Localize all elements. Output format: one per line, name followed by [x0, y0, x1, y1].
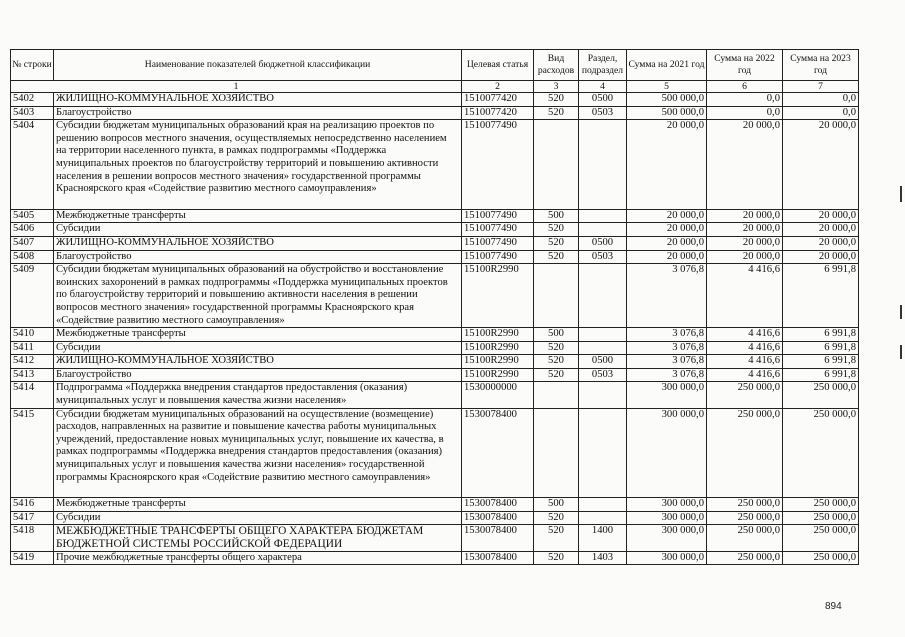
header-vid: Вид расходов: [534, 50, 579, 81]
row-number: 5403: [11, 106, 54, 120]
budget-table: [10, 49, 859, 565]
header-code: Целевая статья: [462, 50, 534, 81]
expense-type: 500: [534, 209, 579, 223]
sum-2021: 3 076,8: [627, 368, 707, 382]
expense-type: 520: [534, 355, 579, 369]
target-article: 15100R2990: [462, 355, 534, 369]
sum-2023: 250 000,0: [783, 382, 859, 408]
section-subsection: 0503: [579, 250, 627, 264]
row-name: Субсидии: [54, 341, 462, 355]
sum-2023: 6 991,8: [783, 264, 859, 328]
table-row: [11, 382, 859, 408]
expense-type: [534, 382, 579, 408]
row-number: 5417: [11, 511, 54, 525]
table-row: [11, 341, 859, 355]
section-subsection: [579, 120, 627, 210]
table-row: [11, 511, 859, 525]
target-article: 1530000000: [462, 382, 534, 408]
expense-type: 520: [534, 511, 579, 525]
table-row: [11, 525, 859, 551]
row-name: Субсидии: [54, 223, 462, 237]
row-number: 5418: [11, 525, 54, 551]
sum-2023: 250 000,0: [783, 498, 859, 512]
header-sum-2021: Сумма на 2021 год: [627, 50, 707, 81]
table-row: [11, 120, 859, 210]
row-name: ЖИЛИЩНО-КОММУНАЛЬНОЕ ХОЗЯЙСТВО: [54, 355, 462, 369]
sum-2022: 0,0: [707, 106, 783, 120]
expense-type: 500: [534, 328, 579, 342]
column-index-row: [11, 81, 859, 93]
sum-2022: 4 416,6: [707, 328, 783, 342]
section-subsection: [579, 511, 627, 525]
section-subsection: [579, 498, 627, 512]
row-number: 5410: [11, 328, 54, 342]
row-name: Подпрограмма «Поддержка внедрения стандартов предоставления (оказания) муниципальных услуг и повышения качества жизни населения»: [54, 382, 462, 408]
row-number: 5409: [11, 264, 54, 328]
row-name: Благоустройство: [54, 106, 462, 120]
table-row: [11, 498, 859, 512]
expense-type: 520: [534, 223, 579, 237]
table-row: [11, 551, 859, 565]
table-row: [11, 264, 859, 328]
section-subsection: 0500: [579, 93, 627, 107]
target-article: 1510077490: [462, 120, 534, 210]
header-sum-2022: Сумма на 2022 год: [707, 50, 783, 81]
target-article: 1530078400: [462, 551, 534, 565]
sum-2023: 20 000,0: [783, 120, 859, 210]
section-subsection: [579, 264, 627, 328]
section-subsection: 0503: [579, 106, 627, 120]
row-name: Межбюджетные трансферты: [54, 328, 462, 342]
expense-type: [534, 264, 579, 328]
header-razdel: Раздел, подраздел: [579, 50, 627, 81]
sum-2023: 6 991,8: [783, 355, 859, 369]
sum-2021: 300 000,0: [627, 382, 707, 408]
column-index-cell: 4: [579, 81, 627, 93]
target-article: 15100R2990: [462, 264, 534, 328]
sum-2023: 250 000,0: [783, 511, 859, 525]
sum-2023: 20 000,0: [783, 250, 859, 264]
table-row: [11, 328, 859, 342]
target-article: 1510077490: [462, 209, 534, 223]
sum-2022: 4 416,6: [707, 341, 783, 355]
row-number: 5412: [11, 355, 54, 369]
table-row: [11, 408, 859, 498]
row-name: ЖИЛИЩНО-КОММУНАЛЬНОЕ ХОЗЯЙСТВО: [54, 236, 462, 250]
expense-type: 520: [534, 368, 579, 382]
sum-2023: 20 000,0: [783, 209, 859, 223]
sum-2023: 0,0: [783, 106, 859, 120]
sum-2021: 500 000,0: [627, 106, 707, 120]
section-subsection: [579, 382, 627, 408]
sum-2021: 20 000,0: [627, 209, 707, 223]
table-row: [11, 93, 859, 107]
row-number: 5405: [11, 209, 54, 223]
table-body: [11, 93, 859, 565]
sum-2022: 4 416,6: [707, 264, 783, 328]
column-index-cell: 5: [627, 81, 707, 93]
header-name: Наименование показателей бюджетной классификации: [54, 50, 462, 81]
scan-edge-mark: [900, 186, 902, 202]
budget-document: [10, 49, 859, 565]
column-index-cell: 3: [534, 81, 579, 93]
section-subsection: [579, 328, 627, 342]
sum-2021: 20 000,0: [627, 236, 707, 250]
row-number: 5411: [11, 341, 54, 355]
target-article: 15100R2990: [462, 368, 534, 382]
section-subsection: 1400: [579, 525, 627, 551]
sum-2023: 6 991,8: [783, 368, 859, 382]
scan-edge-mark: [900, 305, 902, 319]
expense-type: 520: [534, 341, 579, 355]
sum-2023: 20 000,0: [783, 223, 859, 237]
expense-type: 520: [534, 250, 579, 264]
scan-edge-mark: [900, 345, 902, 359]
row-name: Субсидии: [54, 511, 462, 525]
row-name: МЕЖБЮДЖЕТНЫЕ ТРАНСФЕРТЫ ОБЩЕГО ХАРАКТЕРА БЮДЖЕТАМ БЮДЖЕТНОЙ СИСТЕМЫ РОССИЙСКОЙ ФЕДЕРАЦИИ: [54, 525, 462, 551]
target-article: 1510077420: [462, 93, 534, 107]
table-row: [11, 209, 859, 223]
target-article: 15100R2990: [462, 341, 534, 355]
table-row: [11, 355, 859, 369]
section-subsection: 0503: [579, 368, 627, 382]
target-article: 15100R2990: [462, 328, 534, 342]
row-name: Благоустройство: [54, 368, 462, 382]
table-row: [11, 106, 859, 120]
table-row: [11, 236, 859, 250]
sum-2022: 20 000,0: [707, 120, 783, 210]
target-article: 1530078400: [462, 408, 534, 498]
table-row: [11, 368, 859, 382]
section-subsection: 0500: [579, 355, 627, 369]
sum-2022: 20 000,0: [707, 236, 783, 250]
sum-2021: 20 000,0: [627, 250, 707, 264]
sum-2023: 6 991,8: [783, 328, 859, 342]
sum-2022: 4 416,6: [707, 355, 783, 369]
row-name: Субсидии бюджетам муниципальных образований на обустройство и восстановление воинских захоронений в рамках подпрограммы «Поддержка муниципальных проектов по благоустройству территорий и повышению активности населения в решении вопросов местного значения» государственной программы Красноярского края «Содействие развитию местного самоуправления»: [54, 264, 462, 328]
sum-2021: 3 076,8: [627, 328, 707, 342]
sum-2022: 20 000,0: [707, 223, 783, 237]
sum-2021: 300 000,0: [627, 511, 707, 525]
sum-2022: 250 000,0: [707, 408, 783, 498]
header-sum-2023: Сумма на 2023 год: [783, 50, 859, 81]
row-name: ЖИЛИЩНО-КОММУНАЛЬНОЕ ХОЗЯЙСТВО: [54, 93, 462, 107]
row-name: Субсидии бюджетам муниципальных образований края на реализацию проектов по решению вопросов местного значения, осуществляемых непосредственно населением на территории населенного пункта, в рамках подпрограммы «Поддержка муниципальных проектов по благоустройству территорий и повышению активности населения в решении вопросов местного значения» государственной программы Красноярского края «Содействие развитию местного самоуправления»: [54, 120, 462, 210]
page-number: 894: [825, 601, 842, 612]
target-article: 1510077490: [462, 236, 534, 250]
expense-type: 520: [534, 93, 579, 107]
row-number: 5402: [11, 93, 54, 107]
row-name: Межбюджетные трансферты: [54, 498, 462, 512]
sum-2022: 250 000,0: [707, 382, 783, 408]
sum-2021: 20 000,0: [627, 223, 707, 237]
sum-2022: 250 000,0: [707, 525, 783, 551]
row-number: 5408: [11, 250, 54, 264]
row-name: Межбюджетные трансферты: [54, 209, 462, 223]
row-number: 5414: [11, 382, 54, 408]
sum-2022: 250 000,0: [707, 511, 783, 525]
section-subsection: [579, 209, 627, 223]
sum-2022: 250 000,0: [707, 551, 783, 565]
target-article: 1510077490: [462, 223, 534, 237]
section-subsection: 0500: [579, 236, 627, 250]
sum-2023: 20 000,0: [783, 236, 859, 250]
section-subsection: [579, 341, 627, 355]
target-article: 1530078400: [462, 498, 534, 512]
column-index-cell: 7: [783, 81, 859, 93]
expense-type: 520: [534, 525, 579, 551]
expense-type: [534, 408, 579, 498]
sum-2022: 20 000,0: [707, 209, 783, 223]
sum-2021: 300 000,0: [627, 498, 707, 512]
sum-2021: 300 000,0: [627, 551, 707, 565]
expense-type: 520: [534, 551, 579, 565]
sum-2021: 300 000,0: [627, 525, 707, 551]
row-number: 5413: [11, 368, 54, 382]
row-number: 5404: [11, 120, 54, 210]
table-row: [11, 223, 859, 237]
sum-2022: 4 416,6: [707, 368, 783, 382]
section-subsection: 1403: [579, 551, 627, 565]
sum-2023: 250 000,0: [783, 551, 859, 565]
expense-type: 500: [534, 498, 579, 512]
row-name: Благоустройство: [54, 250, 462, 264]
sum-2021: 3 076,8: [627, 264, 707, 328]
sum-2022: 0,0: [707, 93, 783, 107]
expense-type: [534, 120, 579, 210]
row-number: 5419: [11, 551, 54, 565]
column-index-cell: 2: [462, 81, 534, 93]
row-number: 5407: [11, 236, 54, 250]
expense-type: 520: [534, 236, 579, 250]
section-subsection: [579, 408, 627, 498]
column-index-cell: 1: [11, 81, 462, 93]
sum-2023: 250 000,0: [783, 408, 859, 498]
sum-2021: 300 000,0: [627, 408, 707, 498]
section-subsection: [579, 223, 627, 237]
row-name: Прочие межбюджетные трансферты общего характера: [54, 551, 462, 565]
header-num: № строки: [11, 50, 54, 81]
row-number: 5416: [11, 498, 54, 512]
column-index-cell: 6: [707, 81, 783, 93]
sum-2021: 3 076,8: [627, 355, 707, 369]
sum-2022: 250 000,0: [707, 498, 783, 512]
expense-type: 520: [534, 106, 579, 120]
sum-2021: 20 000,0: [627, 120, 707, 210]
header-row: [11, 50, 859, 81]
target-article: 1530078400: [462, 511, 534, 525]
table-row: [11, 250, 859, 264]
sum-2023: 6 991,8: [783, 341, 859, 355]
row-name: Субсидии бюджетам муниципальных образований на осуществление (возмещение) расходов, направленных на развитие и повышение качества работы муниципальных учреждений, предоставление новых муниципальных услуг, повышение их качества, в рамках подпрограммы «Поддержка внедрения стандартов предоставления (оказания) муниципальных услуг и повышения качества жизни населения» государственной программы Красноярского края «Содействие развитию местного самоуправления»: [54, 408, 462, 498]
row-number: 5406: [11, 223, 54, 237]
sum-2021: 3 076,8: [627, 341, 707, 355]
sum-2023: 250 000,0: [783, 525, 859, 551]
sum-2021: 500 000,0: [627, 93, 707, 107]
target-article: 1530078400: [462, 525, 534, 551]
target-article: 1510077420: [462, 106, 534, 120]
target-article: 1510077490: [462, 250, 534, 264]
row-number: 5415: [11, 408, 54, 498]
sum-2023: 0,0: [783, 93, 859, 107]
sum-2022: 20 000,0: [707, 250, 783, 264]
